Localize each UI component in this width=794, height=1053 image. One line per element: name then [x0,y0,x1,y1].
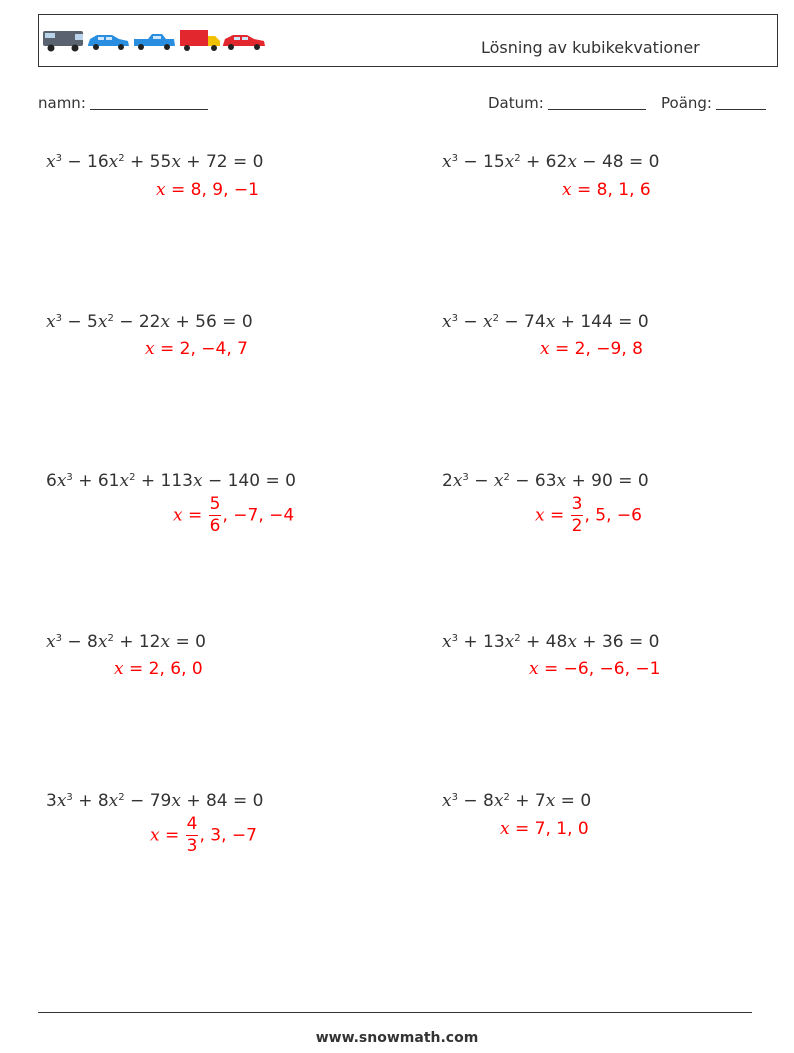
equation-term: − 63 [509,471,557,491]
exponent: 3 [55,153,62,164]
answer [173,496,294,535]
answer-variable: x [500,819,510,839]
variable: x [483,312,493,332]
answer-equals: = [154,339,180,359]
equation-term: − [468,471,494,491]
variable: x [160,632,171,652]
variable: x [442,312,452,332]
equation-term: − 74 [499,312,546,332]
exponent: 2 [107,633,114,644]
equation-term: + 61 [72,471,120,491]
equation-term: − 8 [61,632,98,652]
answer [150,816,257,855]
equation-term: + 56 = 0 [170,312,253,332]
variable: x [493,471,504,491]
equation-term: + 84 = 0 [180,791,264,811]
variable: x [504,152,515,172]
footer-divider [38,1012,752,1013]
variable: x [46,152,56,172]
answer [500,819,589,839]
equation-term: 3 [46,791,57,811]
answer-fraction [186,816,199,855]
fraction-numerator: 4 [186,814,198,834]
answer-equals: = [509,819,535,839]
exponent: 2 [514,633,521,644]
equation-term: + 7 [509,791,546,811]
problem-4 [442,310,649,334]
date-label: Datum: [488,94,544,112]
variable: x [46,312,56,332]
problem-6 [442,469,649,493]
answer [562,180,651,200]
variable: x [567,632,577,652]
answer-values: 2, 6, 0 [148,659,203,679]
car-icon [88,35,129,50]
equation-term: + 48 [520,632,568,652]
answer-values: 2, −9, 8 [574,339,643,359]
page-title: Lösning av kubikekvationer [481,38,700,57]
variable: x [545,312,556,332]
variable: x [545,791,556,811]
variable: x [442,791,452,811]
exponent: 2 [503,472,510,483]
problem-5 [46,469,296,493]
problem-9 [46,789,263,813]
variable: x [171,152,181,172]
answer-equals: = [123,659,149,679]
exponent: 2 [129,472,136,483]
variable: x [556,471,567,491]
name-line[interactable] [90,109,208,110]
answer [529,659,660,679]
answer-values: −6, −6, −1 [563,659,661,679]
score-field[interactable] [661,94,766,112]
equation-term: + 72 = 0 [180,152,264,172]
equation [46,630,206,654]
exponent: 3 [55,313,62,324]
variable: x [504,632,515,652]
answer [540,339,643,359]
equation [442,789,591,813]
footer-url: www.snowmath.com [315,1030,479,1046]
variable: x [442,152,452,172]
problem-3 [46,310,253,334]
answer-variable: x [145,339,155,359]
exponent: 3 [66,792,73,803]
answer-variable: x [150,825,160,846]
equation-term: = 0 [555,791,592,811]
truck-icon [180,30,220,51]
score-line[interactable] [716,109,766,110]
equation-term: − 140 = 0 [202,471,296,491]
fraction-denominator: 2 [571,516,583,536]
answer-values: 8, 9, −1 [190,180,259,200]
equation [46,789,263,813]
variable: x [119,471,130,491]
answer-values: , 3, −7 [199,825,257,846]
equation-term: + 62 [520,152,568,172]
equation-term: 6 [46,471,57,491]
variable: x [192,471,203,491]
answer-values: , −7, −4 [222,505,295,526]
exponent: 3 [462,472,469,483]
equation-term: + 90 = 0 [566,471,649,491]
answer-variable: x [156,180,166,200]
exponent: 2 [118,792,125,803]
variable: x [108,791,119,811]
variable: x [97,312,108,332]
equation-term: + 8 [72,791,109,811]
exponent: 3 [66,472,73,483]
fraction-numerator: 3 [571,494,583,514]
fraction-numerator: 5 [209,494,221,514]
answer [156,180,259,200]
fraction-denominator: 6 [209,516,221,536]
pickup-icon [134,34,175,50]
equation [442,150,659,174]
answer-equals: = [159,825,185,846]
variable: x [56,471,67,491]
variable: x [567,152,577,172]
exponent: 3 [55,633,62,644]
equation-term: − 79 [124,791,172,811]
exponent: 3 [451,633,458,644]
answer [535,496,642,535]
variable: x [97,632,108,652]
variable: x [56,791,67,811]
equation-term: − 15 [457,152,505,172]
exponent: 3 [451,792,458,803]
answer-equals: = [549,339,575,359]
answer-variable: x [529,659,539,679]
equation [46,150,263,174]
answer-values: , 5, −6 [584,505,642,526]
problem-2 [442,150,659,174]
answer-equals: = [544,505,570,526]
equation-term: − 16 [61,152,109,172]
exponent: 2 [503,792,510,803]
problem-8 [442,630,659,654]
variable: x [493,791,504,811]
variable: x [160,312,171,332]
answer-values: 8, 1, 6 [596,180,651,200]
equation-term: + 12 [113,632,161,652]
answer-variable: x [535,505,545,526]
name-label: namn: [38,94,86,112]
answer-equals: = [182,505,208,526]
variable: x [442,632,452,652]
car-red-icon [223,35,265,50]
vehicle-logo [42,27,267,53]
answer-fraction [571,496,584,535]
exponent: 2 [514,153,521,164]
exponent: 3 [451,313,458,324]
answer [145,339,248,359]
answer-values: 2, −4, 7 [179,339,248,359]
equation-term: 2 [442,471,453,491]
exponent: 2 [107,313,114,324]
exponent: 2 [118,153,125,164]
date-line[interactable] [548,109,646,110]
equation-term: − 48 = 0 [576,152,660,172]
equation-term: = 0 [170,632,206,652]
equation-term: + 144 = 0 [555,312,649,332]
date-field[interactable] [488,94,646,112]
equation-term: − [457,312,484,332]
problem-1 [46,150,263,174]
score-label: Poäng: [661,94,712,112]
problem-7 [46,630,206,654]
exponent: 2 [492,313,499,324]
answer-equals: = [571,180,597,200]
answer [114,659,203,679]
equation-term: + 36 = 0 [576,632,660,652]
answer-variable: x [114,659,124,679]
fraction-denominator: 3 [186,836,198,856]
answer-variable: x [540,339,550,359]
answer-equals: = [538,659,564,679]
variable: x [452,471,463,491]
variable: x [46,632,56,652]
equation-term: − 22 [113,312,161,332]
equation-term: + 55 [124,152,172,172]
problem-10 [442,789,591,813]
name-field[interactable] [38,94,208,112]
equation-term: − 8 [457,791,494,811]
answer-fraction [209,496,222,535]
equation [46,310,253,334]
header-box [38,14,778,67]
van-icon [43,31,83,52]
equation-term: + 113 [135,471,193,491]
answer-variable: x [173,505,183,526]
answer-variable: x [562,180,572,200]
equation-term: − 5 [61,312,98,332]
answer-equals: = [165,180,191,200]
equation [442,310,649,334]
answer-values: 7, 1, 0 [534,819,589,839]
variable: x [171,791,181,811]
exponent: 3 [451,153,458,164]
equation [442,630,659,654]
equation [46,469,296,493]
equation [442,469,649,493]
equation-term: + 13 [457,632,505,652]
variable: x [108,152,119,172]
